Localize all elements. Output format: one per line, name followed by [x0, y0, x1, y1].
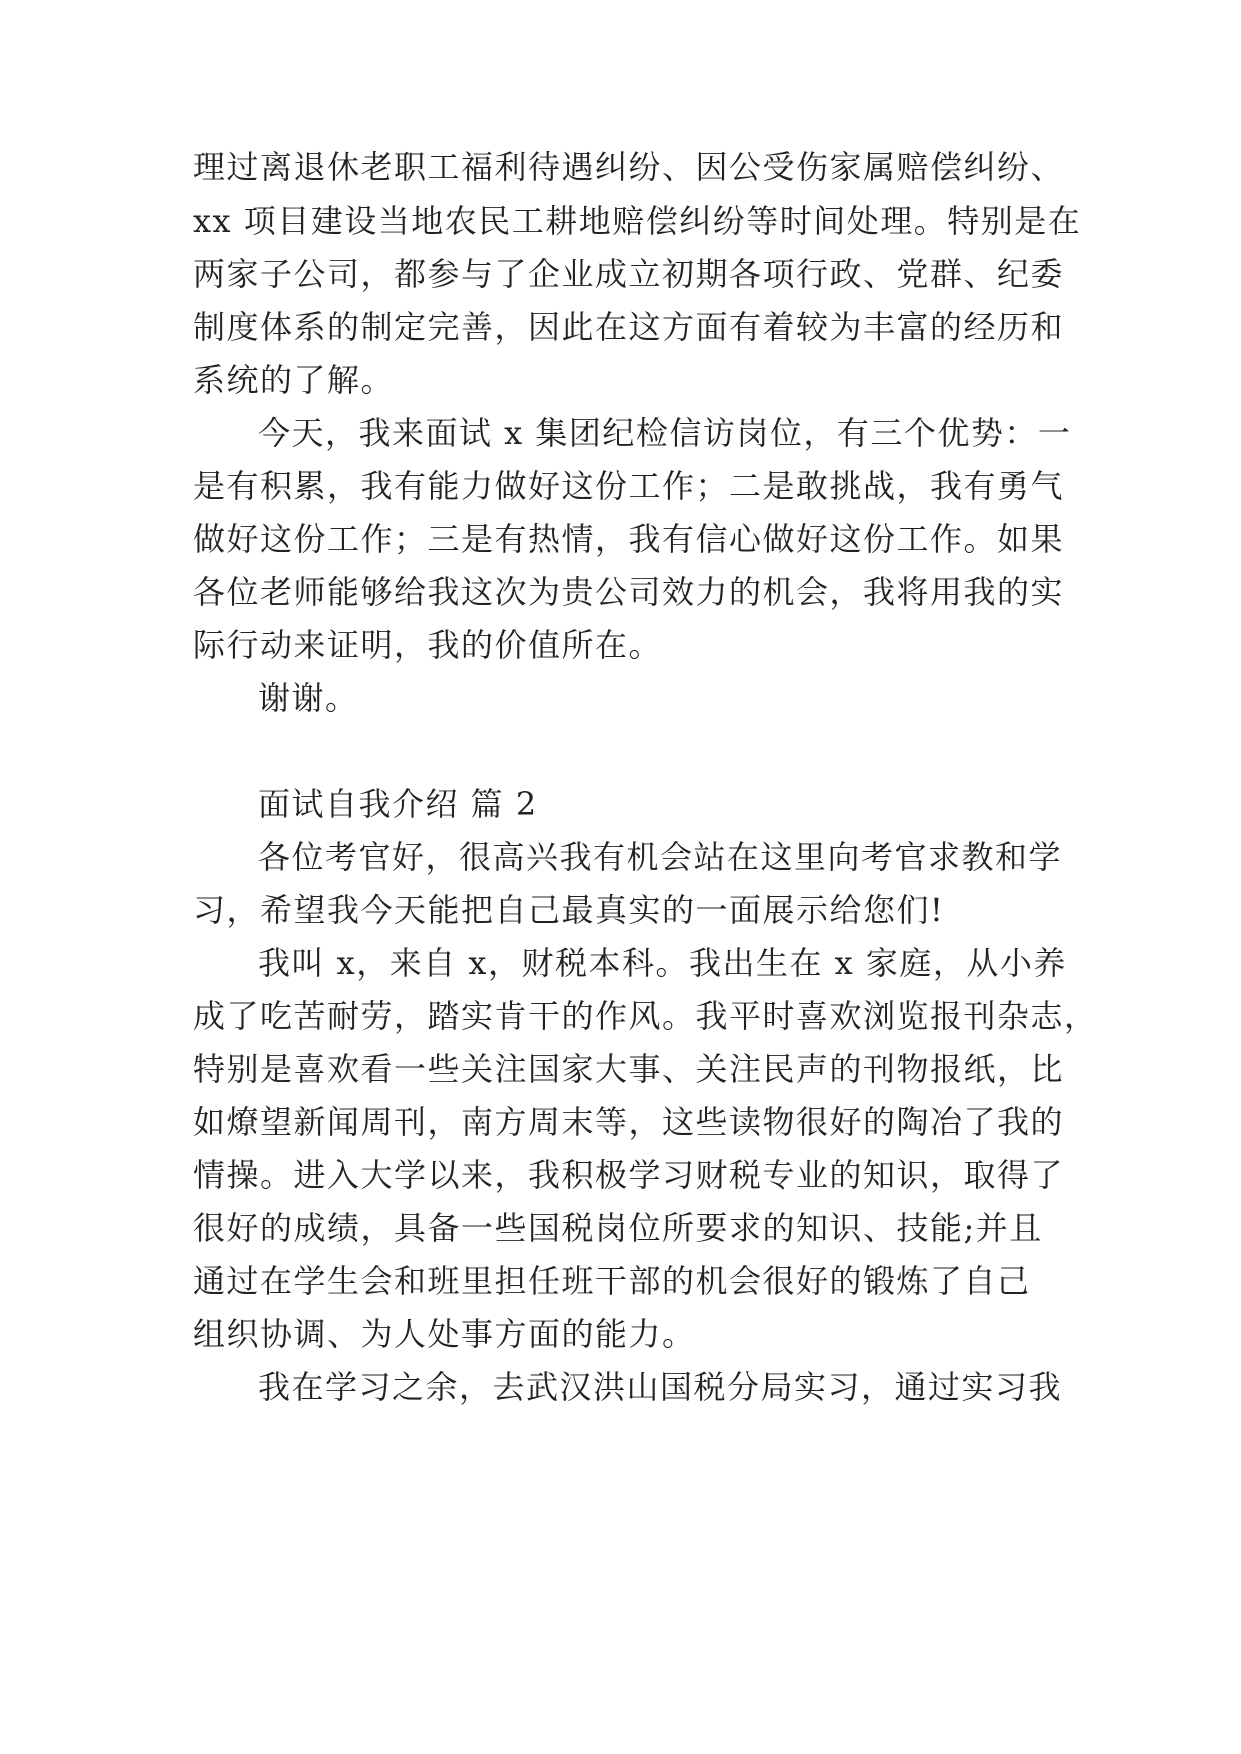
text-line: 是有积累，我有能力做好这份工作；二是敢挑战，我有勇气 [193, 467, 1065, 505]
section-heading: 面试自我介绍 篇 2 [258, 785, 538, 823]
text-line: 情操。进入大学以来，我积极学习财税专业的知识，取得了 [193, 1156, 1065, 1194]
text-line: 际行动来证明，我的价值所在。 [193, 626, 663, 664]
text-line: 理过离退休老职工福利待遇纠纷、因公受伤家属赔偿纠纷、 [193, 148, 1065, 186]
text-line: 很好的成绩，具备一些国税岗位所要求的知识、技能;并且 [193, 1209, 1043, 1247]
text-line: 今天，我来面试 x 集团纪检信访岗位，有三个优势：一 [258, 414, 1072, 452]
text-line: 谢谢。 [258, 679, 359, 717]
text-line: 各位考官好，很高兴我有机会站在这里向考官求教和学 [258, 838, 1063, 876]
text-line: 组织协调、为人处事方面的能力。 [193, 1315, 696, 1353]
text-line: 成了吃苦耐劳，踏实肯干的作风。我平时喜欢浏览报刊杂志， [193, 997, 1098, 1035]
text-line: 我在学习之余，去武汉洪山国税分局实习，通过实习我 [258, 1368, 1063, 1406]
text-line: 两家子公司，都参与了企业成立初期各项行政、党群、纪委 [193, 255, 1065, 293]
text-line: 习，希望我今天能把自己最真实的一面展示给您们! [193, 891, 945, 929]
text-line: 通过在学生会和班里担任班干部的机会很好的锻炼了自己 [193, 1262, 1031, 1300]
text-line: 做好这份工作；三是有热情，我有信心做好这份工作。如果 [193, 520, 1065, 558]
text-line: 如燎望新闻周刊，南方周末等，这些读物很好的陶冶了我的 [193, 1103, 1065, 1141]
text-line: 制度体系的制定完善，因此在这方面有着较为丰富的经历和 [193, 308, 1065, 346]
text-line: 系统的了解。 [193, 361, 395, 399]
text-line: 特别是喜欢看一些关注国家大事、关注民声的刊物报纸，比 [193, 1050, 1065, 1088]
text-line: 我叫 x，来自 x，财税本科。我出生在 x 家庭，从小养 [258, 944, 1067, 982]
text-line: xx 项目建设当地农民工耕地赔偿纠纷等时间处理。特别是在 [193, 202, 1082, 240]
text-line: 各位老师能够给我这次为贵公司效力的机会，我将用我的实 [193, 573, 1065, 611]
